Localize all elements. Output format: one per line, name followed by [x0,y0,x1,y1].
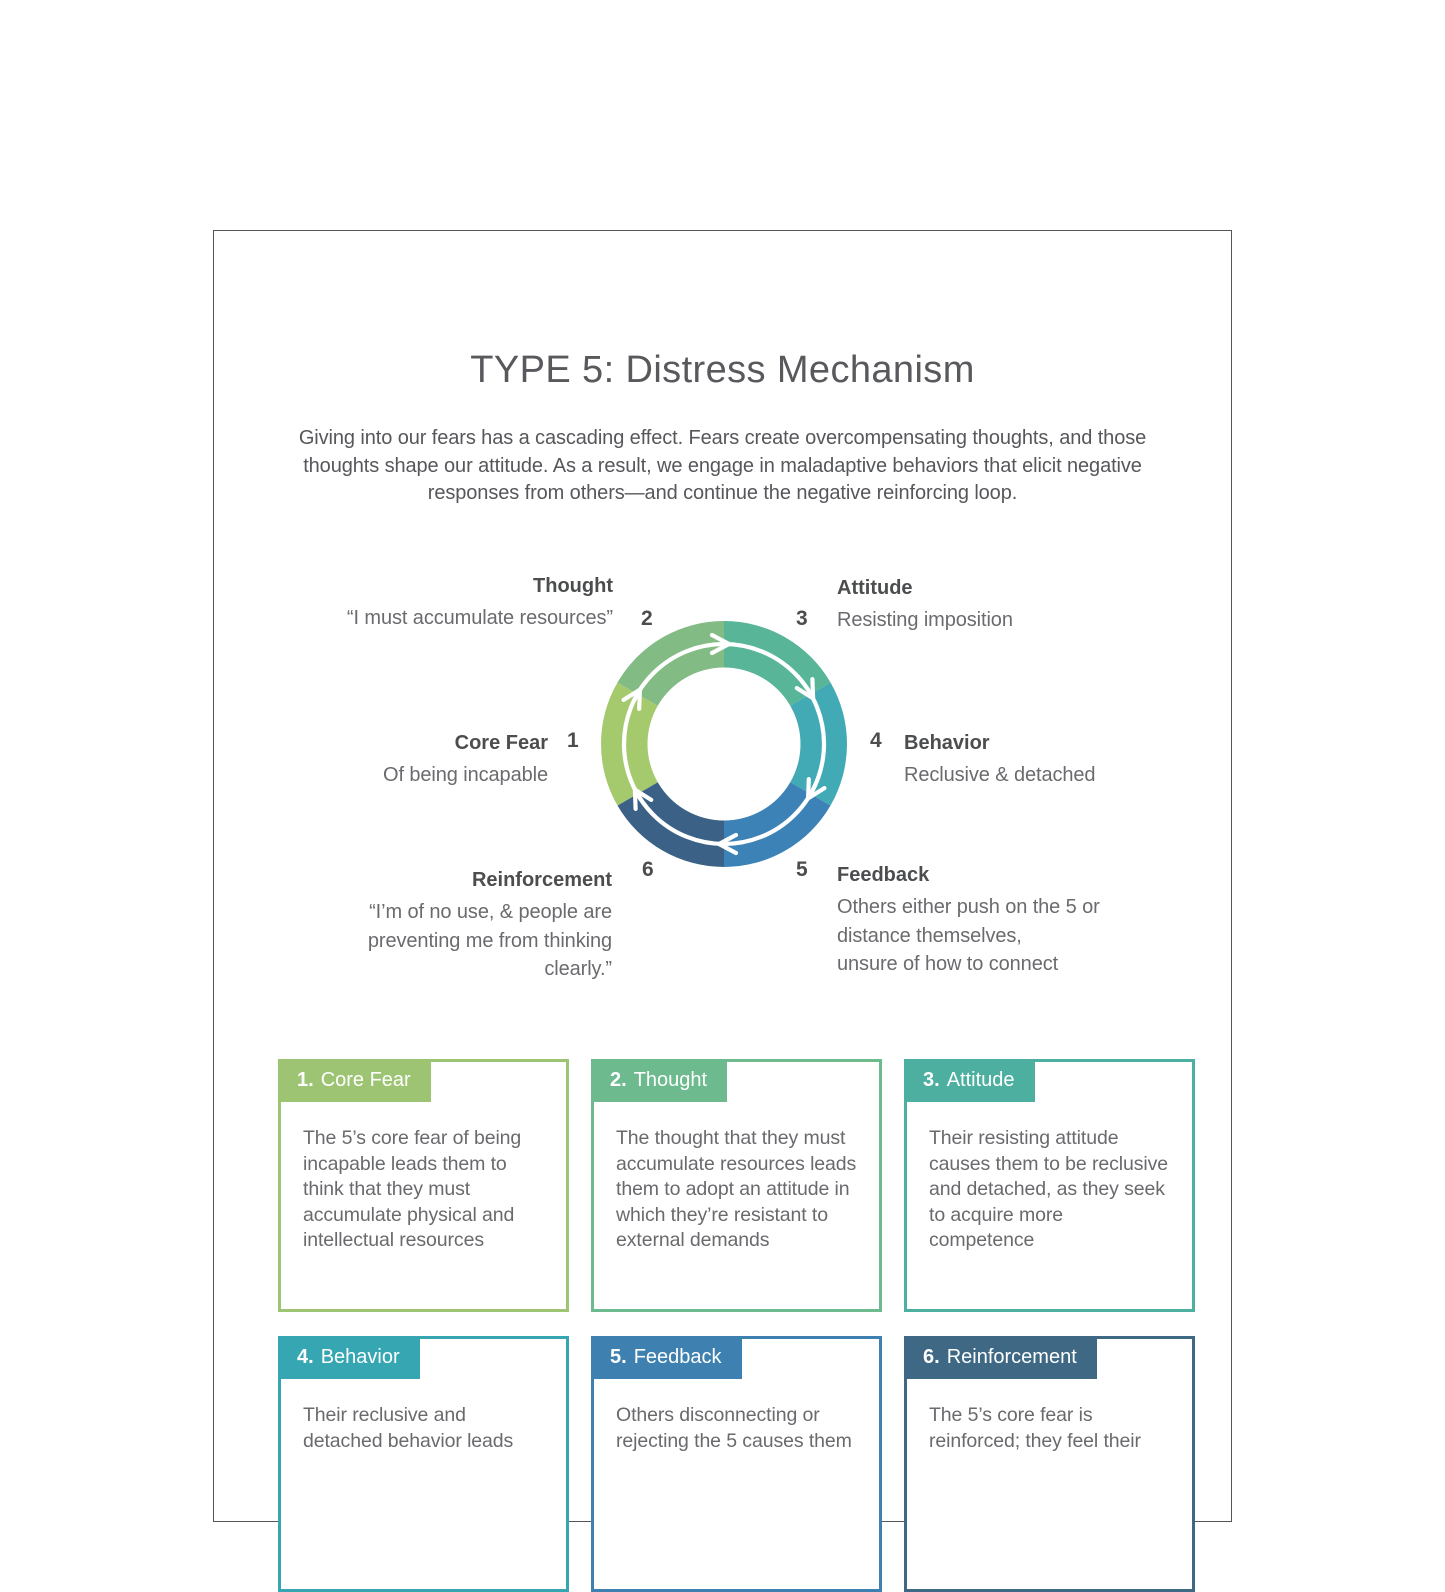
step-card-thought [591,1059,882,1312]
step-card-badge [904,1059,1035,1102]
donut-segments [601,621,847,867]
step-card-number: 1. [297,1069,314,1091]
step-card-badge [591,1059,727,1102]
label-behavior-title: Behavior [904,732,990,754]
step-card-label: Core Fear [320,1069,411,1091]
label-behavior-desc: Reclusive & detached [904,764,1096,786]
step-number-3: 3 [796,607,808,630]
step-card-body: Others disconnecting or rejecting the 5 causes them [616,1404,852,1452]
label-feedback-desc-line2: distance themselves, [837,924,1022,947]
step-card-label: Behavior [320,1346,400,1368]
step-number-2: 2 [641,607,653,630]
step-card-badge [278,1336,420,1379]
step-card-body: Their reclusive and detached behavior leads [303,1404,514,1452]
label-attitude-desc: Resisting imposition [837,609,1013,631]
step-card-number: 5. [610,1346,627,1368]
page-title: TYPE 5: Distress Mechanism [470,349,975,391]
step-card-label: Reinforcement [946,1346,1077,1368]
label-reinforcement [368,865,612,984]
step-card-label: Feedback [633,1346,722,1368]
step-card-badge [591,1336,742,1379]
label-core-fear-desc: Of being incapable [383,764,548,786]
cycle-donut-chart [601,621,847,867]
label-reinforcement-desc-line3: clearly.” [544,958,612,980]
step-card-number: 6. [923,1346,940,1368]
step-card-badge [904,1336,1097,1379]
label-thought-desc: “I must accumulate resources” [346,607,613,629]
label-reinforcement-desc-line2: preventing me from thinking [367,929,612,952]
label-reinforcement-title: Reinforcement [471,869,612,891]
step-card-number: 2. [610,1069,627,1091]
step-number-4: 4 [870,729,882,752]
label-feedback-title: Feedback [837,864,930,886]
step-card-core-fear [278,1059,569,1312]
step-number-1: 1 [567,729,579,752]
step-number-5: 5 [796,858,808,881]
step-card-body: Their resisting attitude causes them to be reclusive and detached, as they seek to acquire more competence [929,1127,1169,1251]
step-card-label: Thought [633,1069,708,1091]
step-card-behavior [278,1336,569,1592]
label-feedback [837,860,1100,979]
step-card-number: 4. [297,1346,314,1368]
step-card-body: The 5’s core fear is reinforced; they feel their [929,1404,1141,1452]
step-card-reinforcement [904,1336,1195,1592]
label-core-fear-title: Core Fear [454,732,548,754]
intro-paragraph: Giving into our fears has a cascading effect. Fears create overcompensating thoughts, and those thoughts shape our attitude. As a result, we engage in maladaptive behaviors that elicit negative responses from others—and continue the negative reinforcing loop. [298,427,1147,504]
label-attitude-title: Attitude [837,577,913,599]
step-number-6: 6 [642,858,654,881]
step-card-body: The 5’s core fear of being incapable leads them to think that they must accumulate physical and intellectual resources [303,1127,522,1251]
step-card-label: Attitude [946,1069,1015,1091]
step-card-feedback [591,1336,882,1592]
step-card-number: 3. [923,1069,940,1091]
label-attitude [837,573,1013,635]
label-thought [347,571,613,633]
label-thought-title: Thought [533,575,613,597]
label-feedback-desc-line1: Others either push on the 5 or [837,896,1100,918]
document-page [213,230,1232,1522]
label-reinforcement-desc-line1: “I’m of no use, & people are [369,901,612,923]
step-card-badge [278,1059,431,1102]
cycle-arrow-circle [624,644,824,844]
step-card-attitude [904,1059,1195,1312]
label-behavior [904,728,1095,790]
donut-segment-behavior [790,683,847,806]
donut-segment-core-fear [601,683,658,806]
step-card-body: The thought that they must accumulate resources leads them to adopt an attitude in which they’re resistant to external demands [616,1127,857,1251]
label-core-fear [383,728,548,790]
label-feedback-desc-line3: unsure of how to connect [837,953,1059,975]
